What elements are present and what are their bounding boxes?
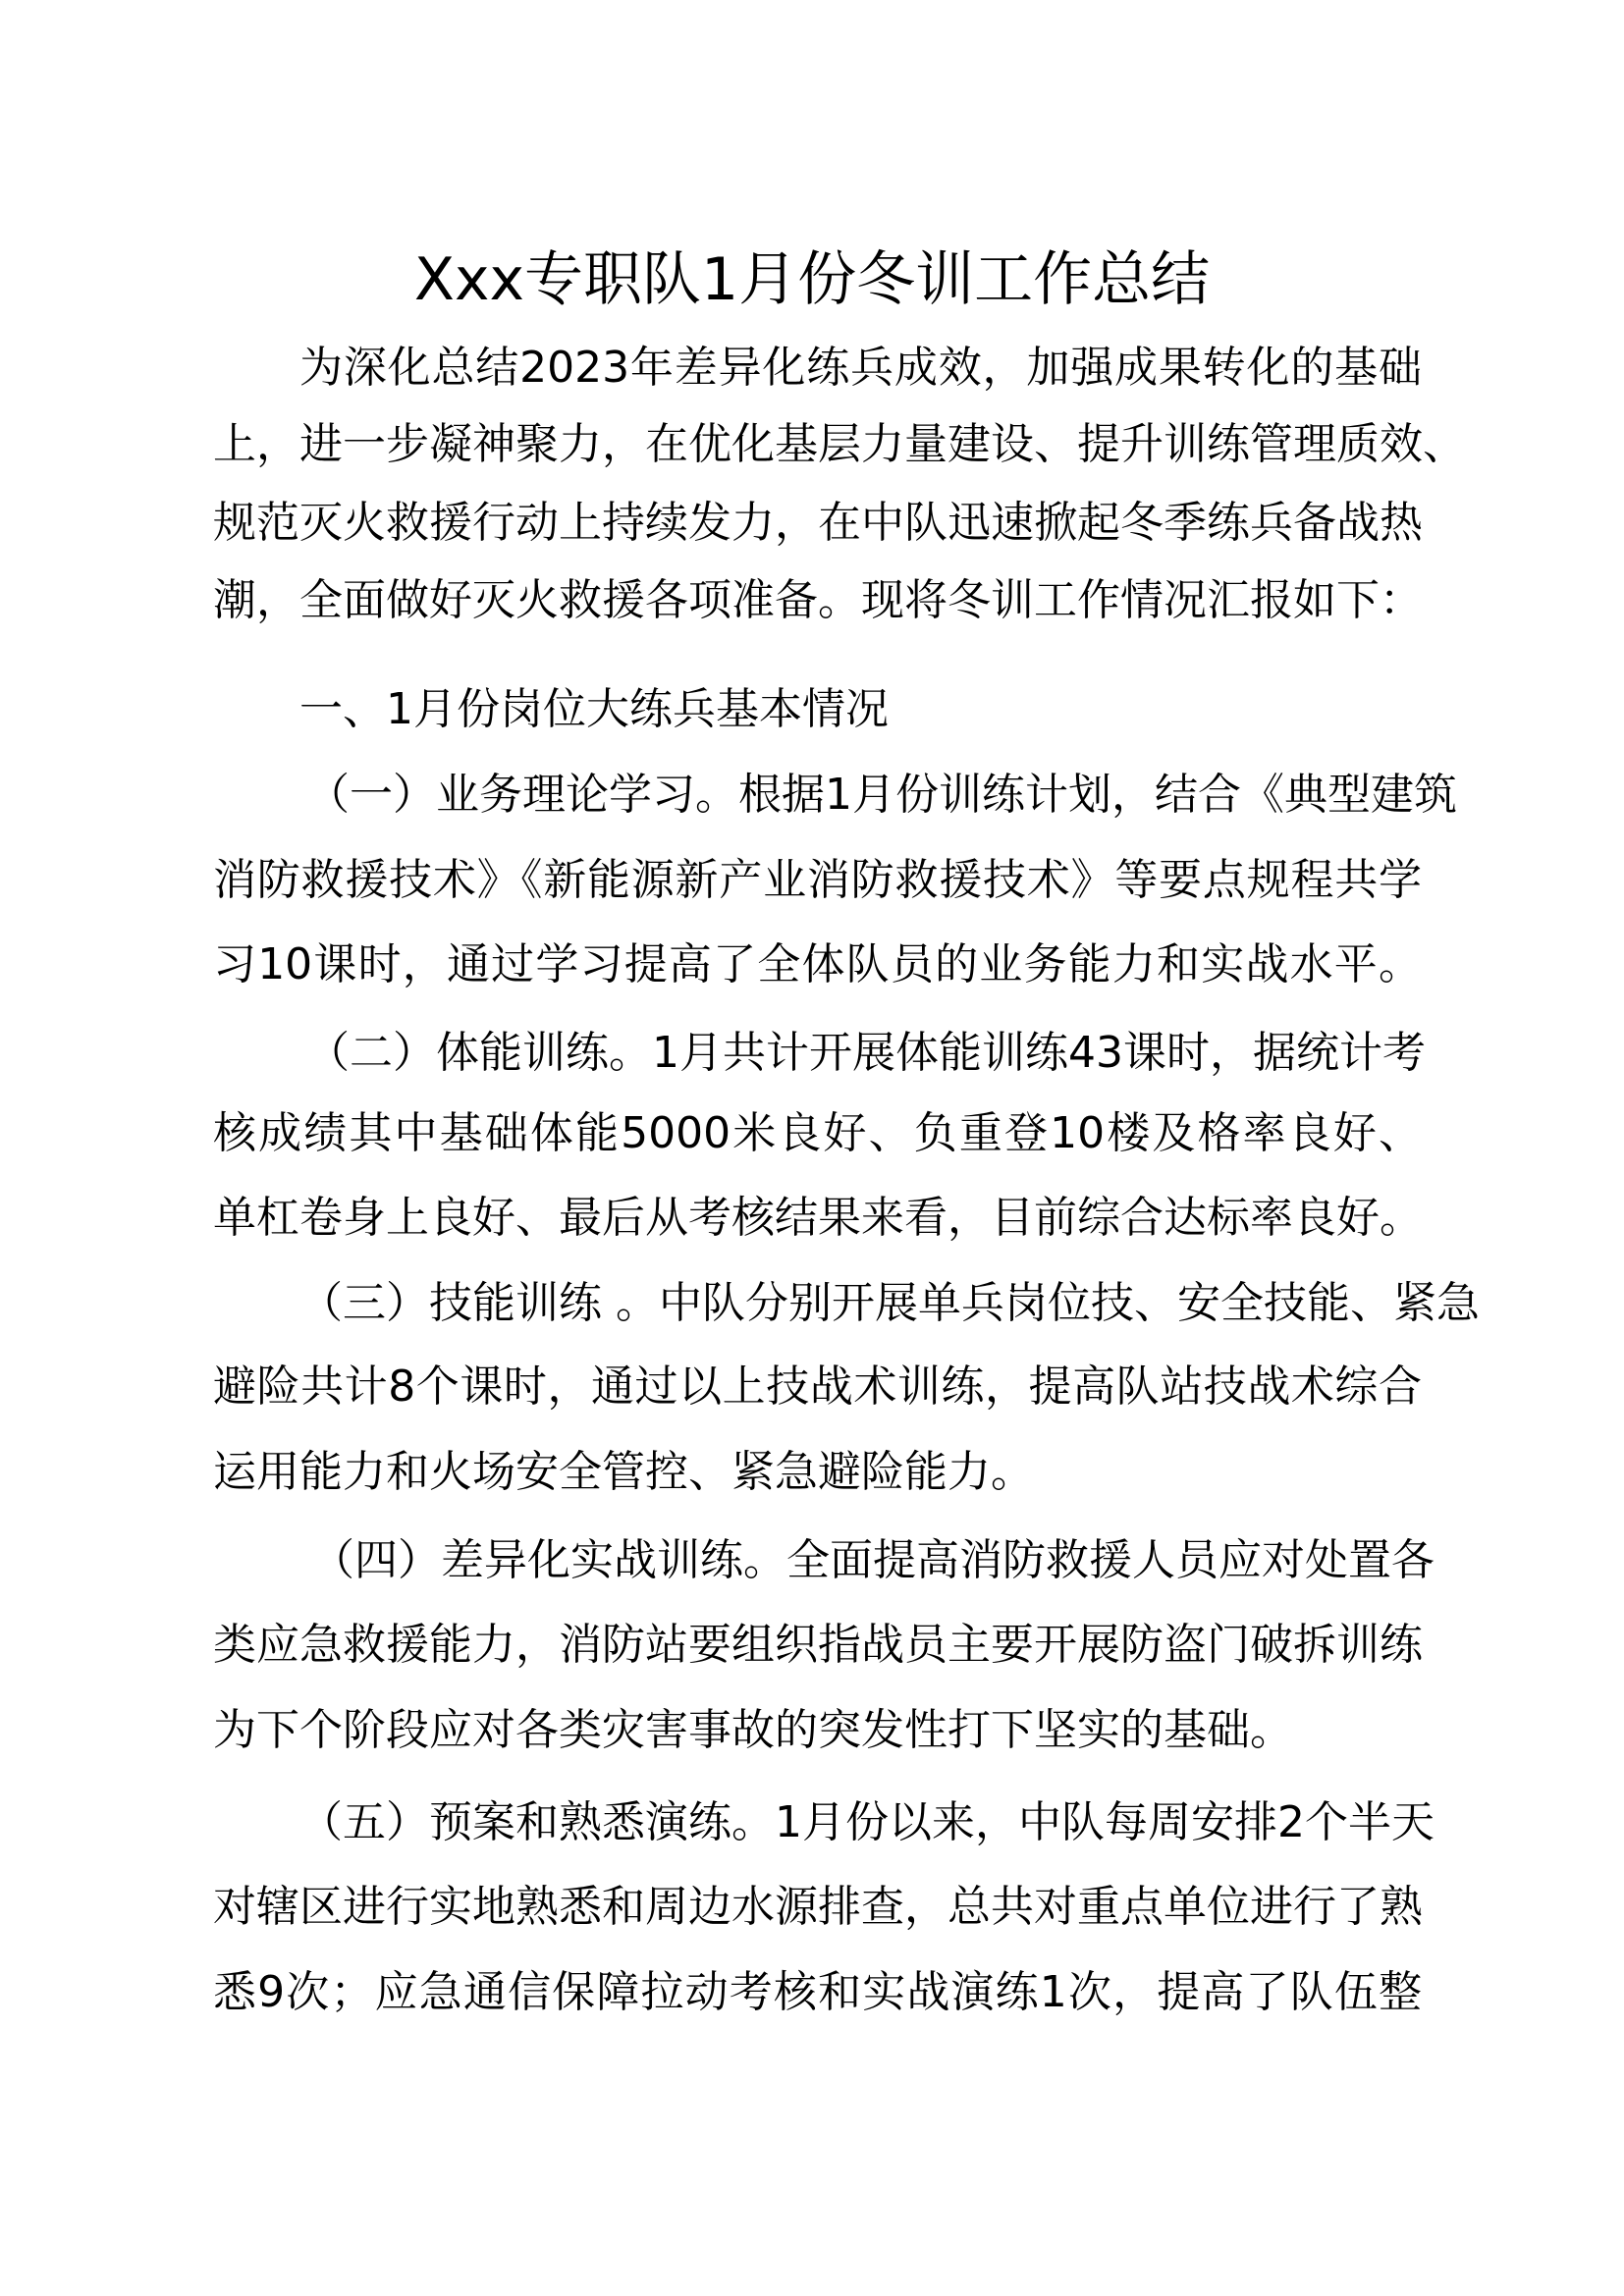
- text-line: （五）预案和熟悉演练。1月份以来，中队每周安排2个半天: [299, 1797, 1435, 1847]
- text-line: 潮，全面做好灭火救援各项准备。现将冬训工作情况汇报如下：: [213, 575, 1423, 625]
- text-line: 习10课时，通过学习提高了全体队员的业务能力和实战水平。: [213, 939, 1422, 989]
- text-line: 避险共计8个课时，通过以上技战术训练，提高队站技战术综合: [213, 1362, 1422, 1412]
- text-line: 单杠卷身上良好、最后从考核结果来看，目前综合达标率良好。: [213, 1193, 1423, 1243]
- document-title: Xxx专职队1月份冬训工作总结: [413, 245, 1211, 314]
- text-line: 对辖区进行实地熟悉和周边水源排查，总共对重点单位进行了熟: [213, 1882, 1423, 1932]
- text-line: 为深化总结2023年差异化练兵成效，加强成果转化的基础: [299, 343, 1422, 393]
- text-line: （二）体能训练。1月共计开展体能训练43课时，据统计考: [306, 1028, 1426, 1078]
- text-line: （三）技能训练 。中队分别开展单兵岗位技、安全技能、紧急: [299, 1278, 1480, 1328]
- text-line: 上，进一步凝神聚力，在优化基层力量建设、提升训练管理质效、: [213, 419, 1466, 469]
- text-line: 为下个阶段应对各类灾害事故的突发性打下坚实的基础。: [213, 1705, 1293, 1755]
- text-line: 运用能力和火场安全管控、紧急避险能力。: [213, 1447, 1034, 1497]
- text-line: （一）业务理论学习。根据1月份训练计划，结合《典型建筑: [306, 770, 1457, 820]
- text-line: 核成绩其中基础体能5000米良好、负重登10楼及格率良好、: [213, 1108, 1422, 1158]
- text-line: 类应急救援能力，消防站要组织指战员主要开展防盗门破拆训练: [213, 1620, 1423, 1670]
- text-line: 一、1月份岗位大练兵基本情况: [299, 684, 889, 734]
- text-line: 规范灭火救援行动上持续发力，在中队迅速掀起冬季练兵备战热: [213, 498, 1423, 548]
- text-line: 消防救援技术》《新能源新产业消防救援技术》等要点规程共学: [213, 855, 1422, 905]
- text-line: 悉9次；应急通信保障拉动考核和实战演练1次，提高了队伍整: [213, 1967, 1422, 2017]
- text-line: （四）差异化实战训练。全面提高消防救援人员应对处置各: [311, 1535, 1435, 1585]
